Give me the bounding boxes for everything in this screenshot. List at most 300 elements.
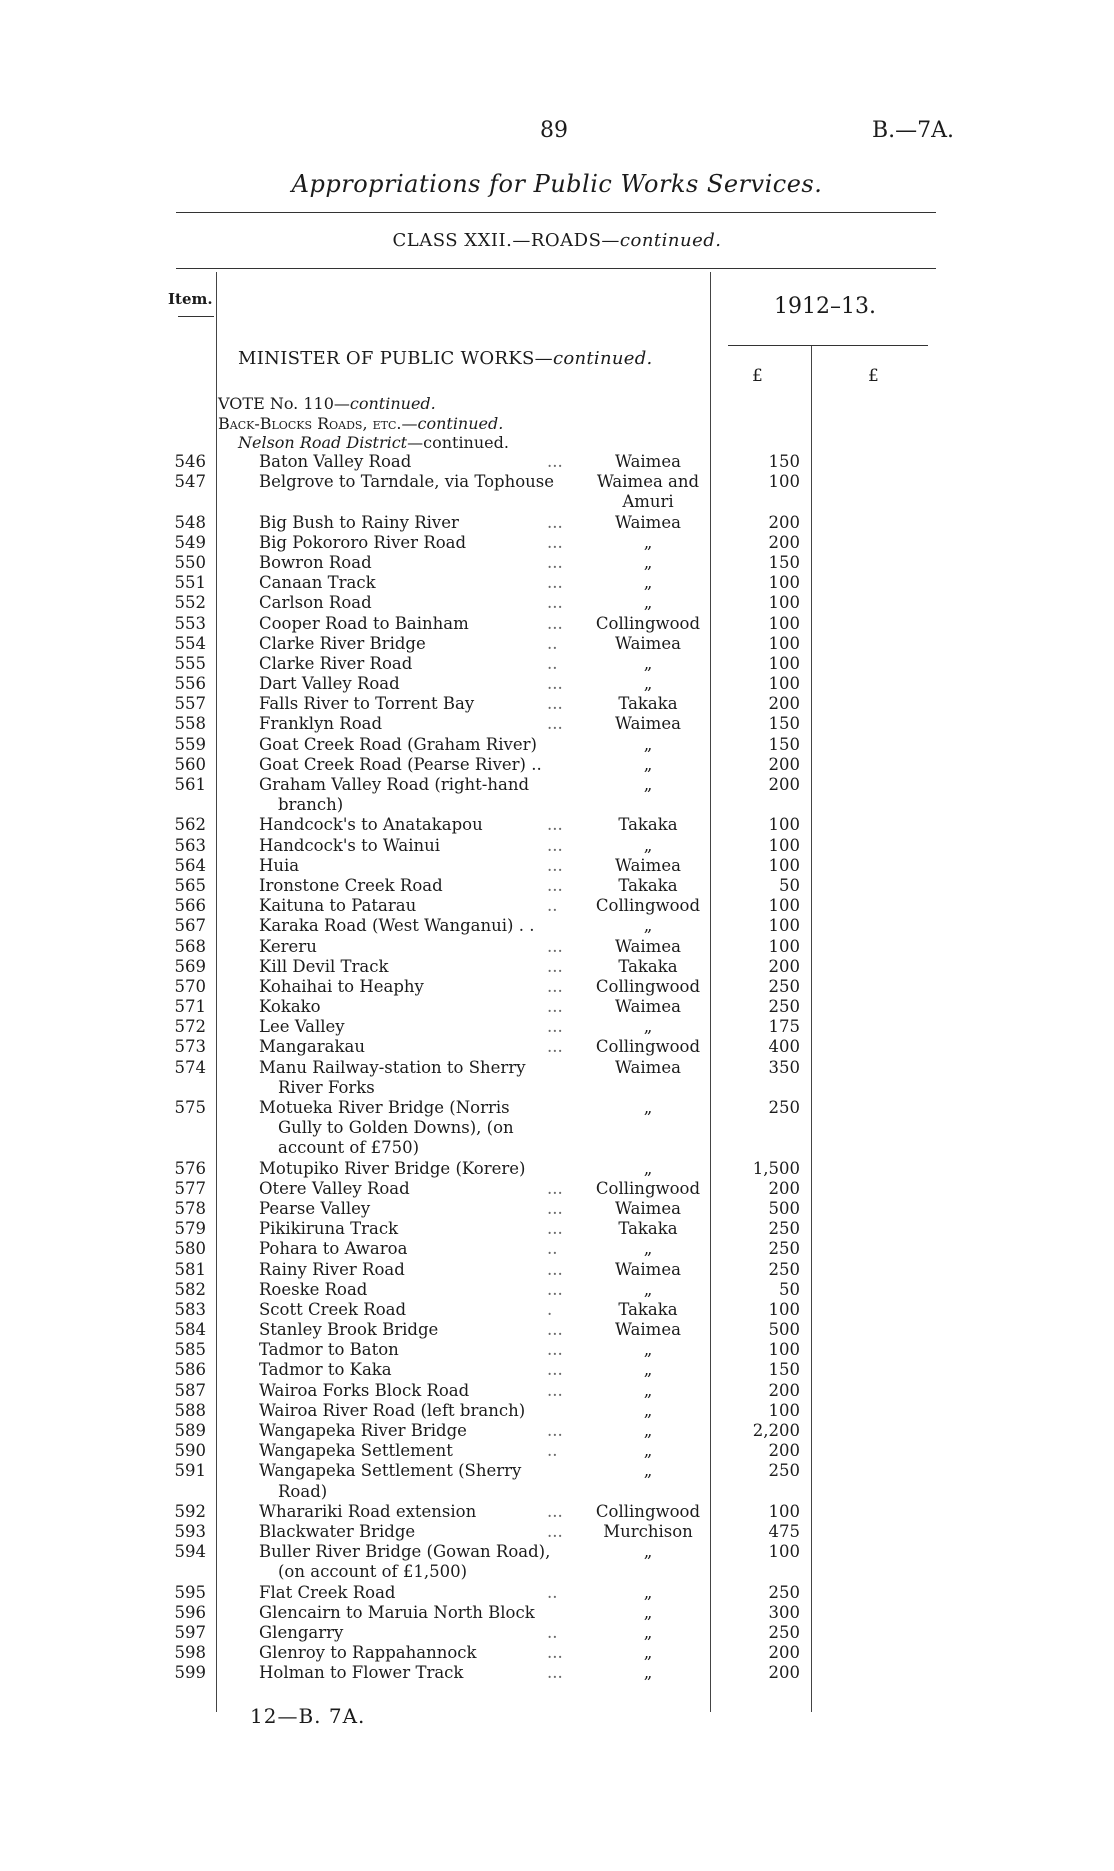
leader-dots: ... (547, 1320, 563, 1340)
item-amount: 200 (768, 1441, 800, 1461)
item-district: „ (643, 1017, 653, 1037)
item-name: Pikikiruna Track (259, 1219, 399, 1239)
item-name: Goat Creek Road (Pearse River) .. (259, 754, 542, 774)
item-amount: 100 (768, 835, 800, 855)
leader-dots: ... (547, 613, 563, 633)
item-district: „ (643, 552, 653, 572)
item-amount: 1,500 (752, 1158, 800, 1178)
leader-dots: ... (547, 976, 563, 996)
item-district: „ (643, 1441, 653, 1461)
minister-heading (238, 348, 653, 369)
leader-dots: ... (547, 1340, 563, 1360)
item-name: Pearse Valley (259, 1198, 371, 1218)
item-name: Huia (259, 855, 300, 875)
item-name-continued: Gully to Golden Downs), (on (278, 1118, 514, 1138)
item-amount: 250 (768, 997, 800, 1017)
leader-dots: ... (547, 1521, 563, 1541)
table-row (0, 634, 1114, 654)
item-number: 584 (174, 1320, 206, 1340)
item-district: Waimea (615, 936, 681, 956)
minister-heading-cont: continued. (552, 348, 653, 369)
item-amount: 200 (768, 1380, 800, 1400)
item-amount: 200 (768, 1663, 800, 1683)
item-amount: 150 (768, 714, 800, 734)
item-amount: 100 (768, 674, 800, 694)
leader-dots: .. (547, 633, 558, 653)
item-amount: 350 (768, 1057, 800, 1077)
table-row-continuation (0, 1562, 1114, 1582)
class-heading-cont: continued. (619, 230, 722, 251)
leader-dots: ... (547, 997, 563, 1017)
section-heading-main: Back-Blocks Roads, etc.— (218, 414, 418, 433)
item-number: 554 (174, 633, 206, 653)
item-number: 564 (174, 855, 206, 875)
currency-header-1: £ (752, 366, 763, 386)
item-name: Clarke River Road (259, 653, 413, 673)
item-district: „ (643, 674, 653, 694)
item-amount: 100 (768, 916, 800, 936)
item-district: „ (643, 835, 653, 855)
item-name: Motueka River Bridge (Norris (259, 1098, 510, 1117)
item-amount: 100 (768, 1501, 800, 1521)
year-header: 1912–13. (774, 294, 876, 319)
item-amount: 250 (768, 1219, 800, 1239)
table-row (0, 1381, 1114, 1401)
table-row (0, 472, 1114, 492)
item-district: Waimea (615, 1320, 681, 1340)
item-district: „ (643, 916, 653, 936)
item-number: 552 (174, 593, 206, 613)
item-number: 567 (174, 916, 206, 936)
item-number: 585 (174, 1340, 206, 1360)
item-name: Wairoa Forks Block Road (259, 1380, 470, 1400)
item-name-continued: River Forks (278, 1077, 375, 1097)
item-district: „ (643, 734, 653, 754)
item-number: 562 (174, 815, 206, 835)
table-row-continuation (0, 1138, 1114, 1158)
table-row (0, 1199, 1114, 1219)
item-district: „ (643, 1400, 653, 1420)
leader-dots: .. (547, 1239, 558, 1259)
item-number: 555 (174, 653, 206, 673)
table-row (0, 1542, 1114, 1562)
table-row (0, 1643, 1114, 1663)
item-name: Glengarry (259, 1622, 344, 1642)
item-name: Tadmor to Kaka (259, 1360, 392, 1380)
item-name: Mangarakau (259, 1037, 365, 1057)
item-number: 577 (174, 1178, 206, 1198)
item-name: Kokako (259, 997, 321, 1017)
section-heading-cont: continued. (417, 414, 504, 433)
class-heading (0, 230, 1114, 251)
item-number: 578 (174, 1198, 206, 1218)
leader-dots: ... (547, 694, 563, 714)
item-amount: 100 (768, 613, 800, 633)
item-district: „ (643, 1360, 653, 1380)
table-row (0, 553, 1114, 573)
item-amount: 100 (768, 1340, 800, 1360)
item-number: 596 (174, 1602, 206, 1622)
table-row (0, 957, 1114, 977)
table-row (0, 1300, 1114, 1320)
item-name: Glencairn to Maruia North Block (259, 1602, 535, 1622)
item-number: 594 (174, 1542, 206, 1562)
item-name: Holman to Flower Track (259, 1663, 464, 1683)
item-district: Waimea (615, 714, 681, 734)
item-number: 569 (174, 956, 206, 976)
item-number: 592 (174, 1501, 206, 1521)
item-amount: 150 (768, 1360, 800, 1380)
table-row (0, 1360, 1114, 1380)
page-footer: 12—B. 7A. (250, 1704, 366, 1728)
item-name: Kohaihai to Heaphy (259, 976, 424, 996)
leader-dots: .. (547, 653, 558, 673)
item-district: „ (643, 1582, 653, 1602)
page-number: 89 (540, 118, 568, 143)
item-name: Ironstone Creek Road (259, 875, 443, 895)
leader-dots: ... (547, 1219, 563, 1239)
table-row (0, 1401, 1114, 1421)
item-number: 598 (174, 1643, 206, 1663)
item-district: „ (643, 1622, 653, 1642)
table-top-rule (176, 268, 936, 269)
item-district-continued: Amuri (622, 492, 674, 512)
table-row (0, 1603, 1114, 1623)
table-row (0, 694, 1114, 714)
item-number: 560 (174, 754, 206, 774)
item-number: 570 (174, 976, 206, 996)
table-row (0, 1502, 1114, 1522)
table-row (0, 916, 1114, 936)
item-district: Takaka (618, 1219, 678, 1239)
item-name: Belgrove to Tarndale, via Tophouse (259, 472, 555, 492)
table-row-continuation (0, 1482, 1114, 1502)
item-district: „ (643, 1239, 653, 1259)
leader-dots: ... (547, 875, 563, 895)
table-row (0, 1098, 1114, 1118)
item-name: Scott Creek Road (259, 1299, 407, 1319)
item-name: Kereru (259, 936, 317, 956)
item-name: Lee Valley (259, 1017, 345, 1037)
leader-dots: ... (547, 1643, 563, 1663)
table-row (0, 1583, 1114, 1603)
item-number: 595 (174, 1582, 206, 1602)
item-name: Motupiko River Bridge (Korere) (259, 1158, 526, 1178)
table-row (0, 1037, 1114, 1057)
item-number: 566 (174, 896, 206, 916)
leader-dots: ... (547, 835, 563, 855)
item-number: 587 (174, 1380, 206, 1400)
item-amount: 500 (768, 1320, 800, 1340)
item-amount: 100 (768, 472, 800, 492)
item-amount: 200 (768, 1178, 800, 1198)
item-column-header: Item. (168, 290, 213, 308)
item-amount: 100 (768, 653, 800, 673)
appropriations-table (0, 452, 1114, 1683)
leader-dots: ... (547, 815, 563, 835)
item-number: 576 (174, 1158, 206, 1178)
item-amount: 200 (768, 532, 800, 552)
item-name-continued: account of £750) (278, 1138, 420, 1158)
item-district: Collingwood (595, 1501, 701, 1521)
item-header-rule (178, 316, 214, 317)
table-row (0, 573, 1114, 593)
item-amount: 250 (768, 976, 800, 996)
table-row (0, 1421, 1114, 1441)
table-row (0, 1280, 1114, 1300)
item-number: 586 (174, 1360, 206, 1380)
item-name-continued: branch) (278, 795, 344, 815)
item-name: Big Pokororo River Road (259, 532, 467, 552)
item-amount: 100 (768, 815, 800, 835)
leader-dots: ... (547, 1037, 563, 1057)
table-row (0, 1441, 1114, 1461)
page-title: Appropriations for Public Works Services. (291, 170, 823, 198)
item-number: 561 (174, 775, 206, 794)
item-district: Waimea (615, 997, 681, 1017)
table-row-continuation (0, 1118, 1114, 1138)
leader-dots: ... (547, 1501, 563, 1521)
item-amount: 200 (768, 754, 800, 774)
item-number: 551 (174, 573, 206, 593)
minister-heading-main: MINISTER OF PUBLIC WORKS— (238, 348, 553, 369)
item-amount: 100 (768, 1400, 800, 1420)
item-name: Graham Valley Road (right-hand (259, 775, 530, 794)
item-name: Tadmor to Baton (259, 1340, 399, 1360)
district-heading-main: Nelson Road District (238, 433, 408, 452)
item-amount: 175 (768, 1017, 800, 1037)
item-number: 593 (174, 1521, 206, 1541)
item-number: 573 (174, 1037, 206, 1057)
item-name: Cooper Road to Bainham (259, 613, 469, 633)
item-district: „ (643, 754, 653, 774)
item-number: 563 (174, 835, 206, 855)
table-row-continuation (0, 1078, 1114, 1098)
item-amount: 2,200 (752, 1421, 800, 1440)
item-district: „ (643, 1663, 653, 1683)
item-amount: 200 (768, 956, 800, 976)
leader-dots: ... (547, 452, 563, 471)
leader-dots: ... (547, 1178, 563, 1198)
item-name: Rainy River Road (259, 1259, 405, 1279)
leader-dots: .. (547, 1582, 558, 1602)
leader-dots: ... (547, 552, 563, 572)
item-number: 575 (174, 1098, 206, 1117)
item-name: Wairoa River Road (left branch) (259, 1400, 526, 1420)
leader-dots: ... (547, 1259, 563, 1279)
item-district: Takaka (618, 694, 678, 714)
item-amount: 100 (768, 573, 800, 593)
table-row (0, 1522, 1114, 1542)
year-rule (728, 345, 928, 346)
table-row (0, 735, 1114, 755)
table-row-continuation (0, 795, 1114, 815)
item-district: Collingwood (595, 976, 701, 996)
item-amount: 250 (768, 1582, 800, 1602)
item-district: Waimea (615, 1259, 681, 1279)
table-row (0, 714, 1114, 734)
item-name: Bowron Road (259, 552, 372, 572)
table-row (0, 1179, 1114, 1199)
item-number: 556 (174, 674, 206, 694)
item-number: 599 (174, 1663, 206, 1683)
item-amount: 100 (768, 855, 800, 875)
item-district: „ (643, 775, 653, 794)
item-number: 580 (174, 1239, 206, 1259)
item-district: Takaka (618, 956, 678, 976)
item-number: 547 (174, 472, 206, 492)
item-district: „ (643, 1602, 653, 1622)
page-reference: B.—7A. (872, 118, 955, 143)
item-district: „ (643, 1098, 653, 1117)
table-row (0, 1159, 1114, 1179)
leader-dots: ... (547, 532, 563, 552)
item-district: „ (643, 1643, 653, 1663)
table-row (0, 876, 1114, 896)
item-number: 553 (174, 613, 206, 633)
item-amount: 150 (768, 452, 800, 471)
table-row (0, 815, 1114, 835)
leader-dots: ... (547, 674, 563, 694)
leader-dots: ... (547, 512, 563, 532)
table-row (0, 593, 1114, 613)
item-name: Otere Valley Road (259, 1178, 410, 1198)
item-number: 574 (174, 1057, 206, 1077)
item-amount: 100 (768, 896, 800, 916)
item-amount: 100 (768, 633, 800, 653)
leader-dots: ... (547, 1017, 563, 1037)
table-row (0, 1663, 1114, 1683)
table-row (0, 1260, 1114, 1280)
item-number: 571 (174, 997, 206, 1017)
item-district: Waimea (615, 452, 681, 471)
leader-dots: .. (547, 1622, 558, 1642)
item-name: Blackwater Bridge (259, 1521, 416, 1541)
item-district: Waimea (615, 633, 681, 653)
item-amount: 100 (768, 1542, 800, 1562)
item-district: Waimea and (596, 472, 700, 492)
leader-dots: .. (547, 1441, 558, 1461)
table-row (0, 836, 1114, 856)
table-row (0, 513, 1114, 533)
leader-dots: ... (547, 1198, 563, 1218)
item-number: 572 (174, 1017, 206, 1037)
item-district: Takaka (618, 875, 678, 895)
table-row (0, 856, 1114, 876)
leader-dots: ... (547, 1663, 563, 1683)
district-heading-cont: —continued. (407, 433, 509, 452)
leader-dots: ... (547, 573, 563, 593)
item-number: 581 (174, 1259, 206, 1279)
item-number: 549 (174, 532, 206, 552)
leader-dots: ... (547, 1380, 563, 1400)
table-row (0, 452, 1114, 472)
item-number: 550 (174, 552, 206, 572)
item-number: 588 (174, 1400, 206, 1420)
table-row (0, 1340, 1114, 1360)
vote-heading-main: VOTE No. 110— (218, 394, 350, 413)
table-row (0, 896, 1114, 916)
item-number: 558 (174, 714, 206, 734)
table-row (0, 937, 1114, 957)
item-district: „ (643, 573, 653, 593)
table-row (0, 1320, 1114, 1340)
item-district: Waimea (615, 1057, 681, 1077)
item-name: Manu Railway-station to Sherry (259, 1057, 526, 1077)
item-name: Kaituna to Patarau (259, 896, 417, 916)
item-number: 583 (174, 1299, 206, 1319)
item-number: 559 (174, 734, 206, 754)
table-row (0, 1461, 1114, 1481)
table-row (0, 674, 1114, 694)
item-amount: 100 (768, 936, 800, 956)
item-amount: 250 (768, 1098, 800, 1117)
item-district: Collingwood (595, 613, 701, 633)
item-number: 582 (174, 1279, 206, 1299)
item-number: 579 (174, 1219, 206, 1239)
item-number: 548 (174, 512, 206, 532)
item-amount: 150 (768, 734, 800, 754)
item-amount: 200 (768, 1643, 800, 1663)
item-number: 597 (174, 1622, 206, 1642)
item-name: Karaka Road (West Wanganui) . . (259, 916, 535, 936)
item-number: 589 (174, 1421, 206, 1440)
item-name: Handcock's to Wainui (259, 835, 441, 855)
table-row (0, 977, 1114, 997)
item-name: Pohara to Awaroa (259, 1239, 408, 1259)
item-name: Franklyn Road (259, 714, 383, 734)
item-number: 565 (174, 875, 206, 895)
item-district: „ (643, 1279, 653, 1299)
item-amount: 200 (768, 512, 800, 532)
table-row (0, 654, 1114, 674)
item-name: Canaan Track (259, 573, 376, 593)
item-name: Buller River Bridge (Gowan Road), (259, 1542, 551, 1562)
table-row (0, 1219, 1114, 1239)
item-district: Waimea (615, 1198, 681, 1218)
item-name-continued: Road) (278, 1481, 328, 1501)
item-name: Roeske Road (259, 1279, 368, 1299)
item-district: Takaka (618, 815, 678, 835)
item-number: 590 (174, 1441, 206, 1461)
item-district: „ (643, 532, 653, 552)
leader-dots: ... (547, 714, 563, 734)
table-row-continuation (0, 492, 1114, 512)
title-rule (176, 212, 936, 213)
item-amount: 150 (768, 552, 800, 572)
table-row (0, 533, 1114, 553)
leader-dots: ... (547, 1421, 563, 1440)
leader-dots: ... (547, 1279, 563, 1299)
item-amount: 475 (768, 1521, 800, 1541)
item-number: 557 (174, 694, 206, 714)
leader-dots: ... (547, 956, 563, 976)
item-name: Glenroy to Rappahannock (259, 1643, 477, 1663)
item-district: Murchison (603, 1521, 693, 1541)
item-district: Collingwood (595, 896, 701, 916)
item-amount: 200 (768, 775, 800, 794)
item-district: „ (643, 1542, 653, 1562)
item-name: Wharariki Road extension (259, 1501, 477, 1521)
item-amount: 500 (768, 1198, 800, 1218)
leader-dots: .. (547, 896, 558, 916)
table-row (0, 997, 1114, 1017)
table-row (0, 1239, 1114, 1259)
leader-dots: ... (547, 1360, 563, 1380)
table-row (0, 614, 1114, 634)
item-amount: 300 (768, 1602, 800, 1622)
item-number: 591 (174, 1461, 206, 1481)
